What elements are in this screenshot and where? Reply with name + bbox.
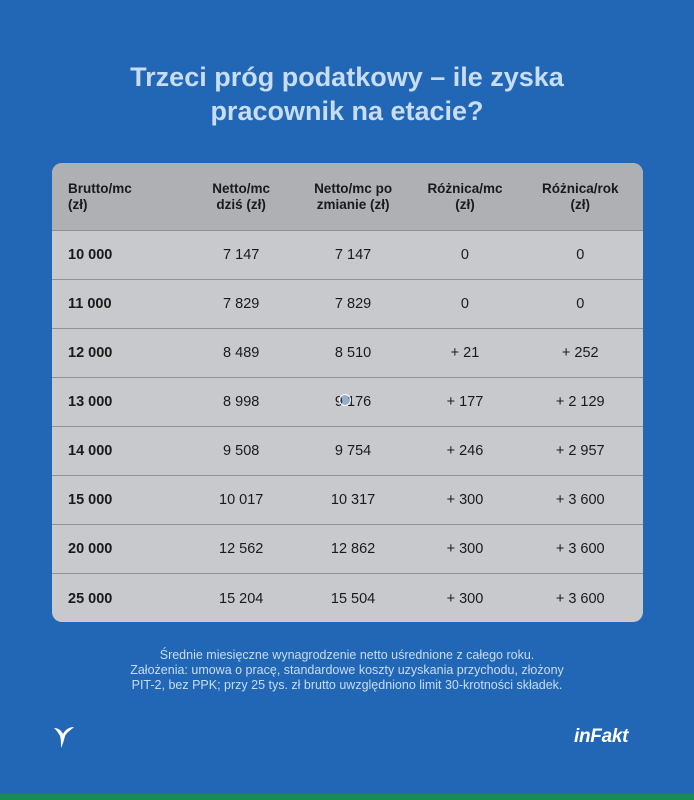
table-header <box>52 163 643 231</box>
cell-netto-today: 7 147 <box>223 247 260 263</box>
cell-netto-today: 9 508 <box>223 443 260 459</box>
cell-netto-today: 7 829 <box>223 296 260 312</box>
header-diff-month <box>412 181 517 213</box>
tax-comparison-table <box>52 163 643 622</box>
table-row <box>52 476 643 525</box>
table-row <box>52 280 643 329</box>
cell-diff-year: + 252 <box>561 345 599 361</box>
cell-diff-month: + 300 <box>446 590 484 607</box>
header-diff-month-line1: Różnica/mc <box>427 180 503 196</box>
cell-diff-year: 0 <box>576 296 585 312</box>
cell-brutto: 13 000 <box>68 394 113 410</box>
cell-diff-year: 0 <box>576 247 585 263</box>
cell-diff-year: + 3 600 <box>555 541 605 557</box>
cell-diff-month: + 300 <box>446 541 484 557</box>
cell-brutto: 25 000 <box>68 590 113 607</box>
cell-netto-after: 12 862 <box>330 541 376 557</box>
cell-netto-after: 9 754 <box>334 443 372 459</box>
footnote <box>40 648 654 693</box>
title-line-2: pracownik na etacie? <box>210 96 484 126</box>
footnote-line-3: PIT-2, bez PPK; przy 25 tys. zł brutto uwzględniono limit 30-krotności składek. <box>131 678 563 692</box>
cell-diff-month: 0 <box>460 247 469 263</box>
header-netto-after-line2: zmianie (zł) <box>316 196 390 212</box>
cell-netto-after: 10 317 <box>330 492 376 508</box>
cell-netto-today: 15 204 <box>219 590 264 607</box>
header-diff-year <box>518 181 644 213</box>
cell-netto-after: 15 504 <box>330 590 376 607</box>
cell-diff-month: + 300 <box>446 492 484 508</box>
header-netto-after <box>294 181 413 213</box>
header-diff-year-line2: (zł) <box>570 196 590 212</box>
header-netto-today <box>189 181 294 213</box>
footnote-line-2: Założenia: umowa o pracę, standardowe koszty uzyskania przychodu, złożony <box>130 663 564 677</box>
cell-diff-year: + 2 957 <box>555 443 605 459</box>
cell-netto-today: 10 017 <box>219 492 264 508</box>
header-diff-year-line1: Różnica/rok <box>541 180 619 196</box>
table-row <box>52 525 643 574</box>
cell-netto-today: 12 562 <box>219 541 264 557</box>
infakt-logo: inFakt <box>574 726 629 747</box>
header-netto-today-line2: dziś (zł) <box>216 196 266 212</box>
cell-netto-after: 7 147 <box>334 247 372 263</box>
cell-brutto: 20 000 <box>68 541 113 557</box>
cell-brutto: 11 000 <box>68 296 112 312</box>
mouse-cursor-icon <box>339 394 351 406</box>
cell-brutto: 12 000 <box>68 345 113 361</box>
cell-diff-month: + 21 <box>450 345 480 361</box>
table-row <box>52 231 643 280</box>
header-brutto <box>52 181 189 213</box>
table-row <box>52 427 643 476</box>
header-netto-after-line1: Netto/mc po <box>314 180 393 196</box>
cell-netto-today: 8 998 <box>223 394 260 410</box>
header-brutto-line2: (zł) <box>68 196 88 212</box>
cell-diff-year: + 2 129 <box>555 394 605 410</box>
cell-netto-today: 8 489 <box>223 345 260 361</box>
cell-netto-after: 8 510 <box>334 345 372 361</box>
cell-diff-year: + 3 600 <box>555 492 605 508</box>
cell-brutto: 15 000 <box>68 492 113 508</box>
page-title <box>0 60 694 128</box>
cell-diff-month: + 177 <box>446 394 484 410</box>
cell-diff-month: 0 <box>460 296 469 312</box>
cell-netto-after: 7 829 <box>334 296 372 312</box>
header-diff-month-line2: (zł) <box>455 196 475 212</box>
cell-diff-year: + 3 600 <box>555 590 605 607</box>
cell-brutto: 10 000 <box>68 247 113 263</box>
footnote-line-1: Średnie miesięczne wynagrodzenie netto uśrednione z całego roku. <box>159 648 535 662</box>
table-row <box>52 329 643 378</box>
header-brutto-line1: Brutto/mc <box>68 180 132 196</box>
cell-brutto: 14 000 <box>68 443 113 459</box>
bottom-accent-bar <box>0 794 694 800</box>
cell-diff-month: + 246 <box>446 443 484 459</box>
bird-icon <box>52 724 76 750</box>
cell-netto-after: 9 176 <box>334 394 372 410</box>
title-line-1: Trzeci próg podatkowy – ile zyska <box>130 62 564 92</box>
table-row <box>52 574 643 622</box>
table-body <box>52 231 643 622</box>
header-netto-today-line1: Netto/mc <box>212 180 271 196</box>
